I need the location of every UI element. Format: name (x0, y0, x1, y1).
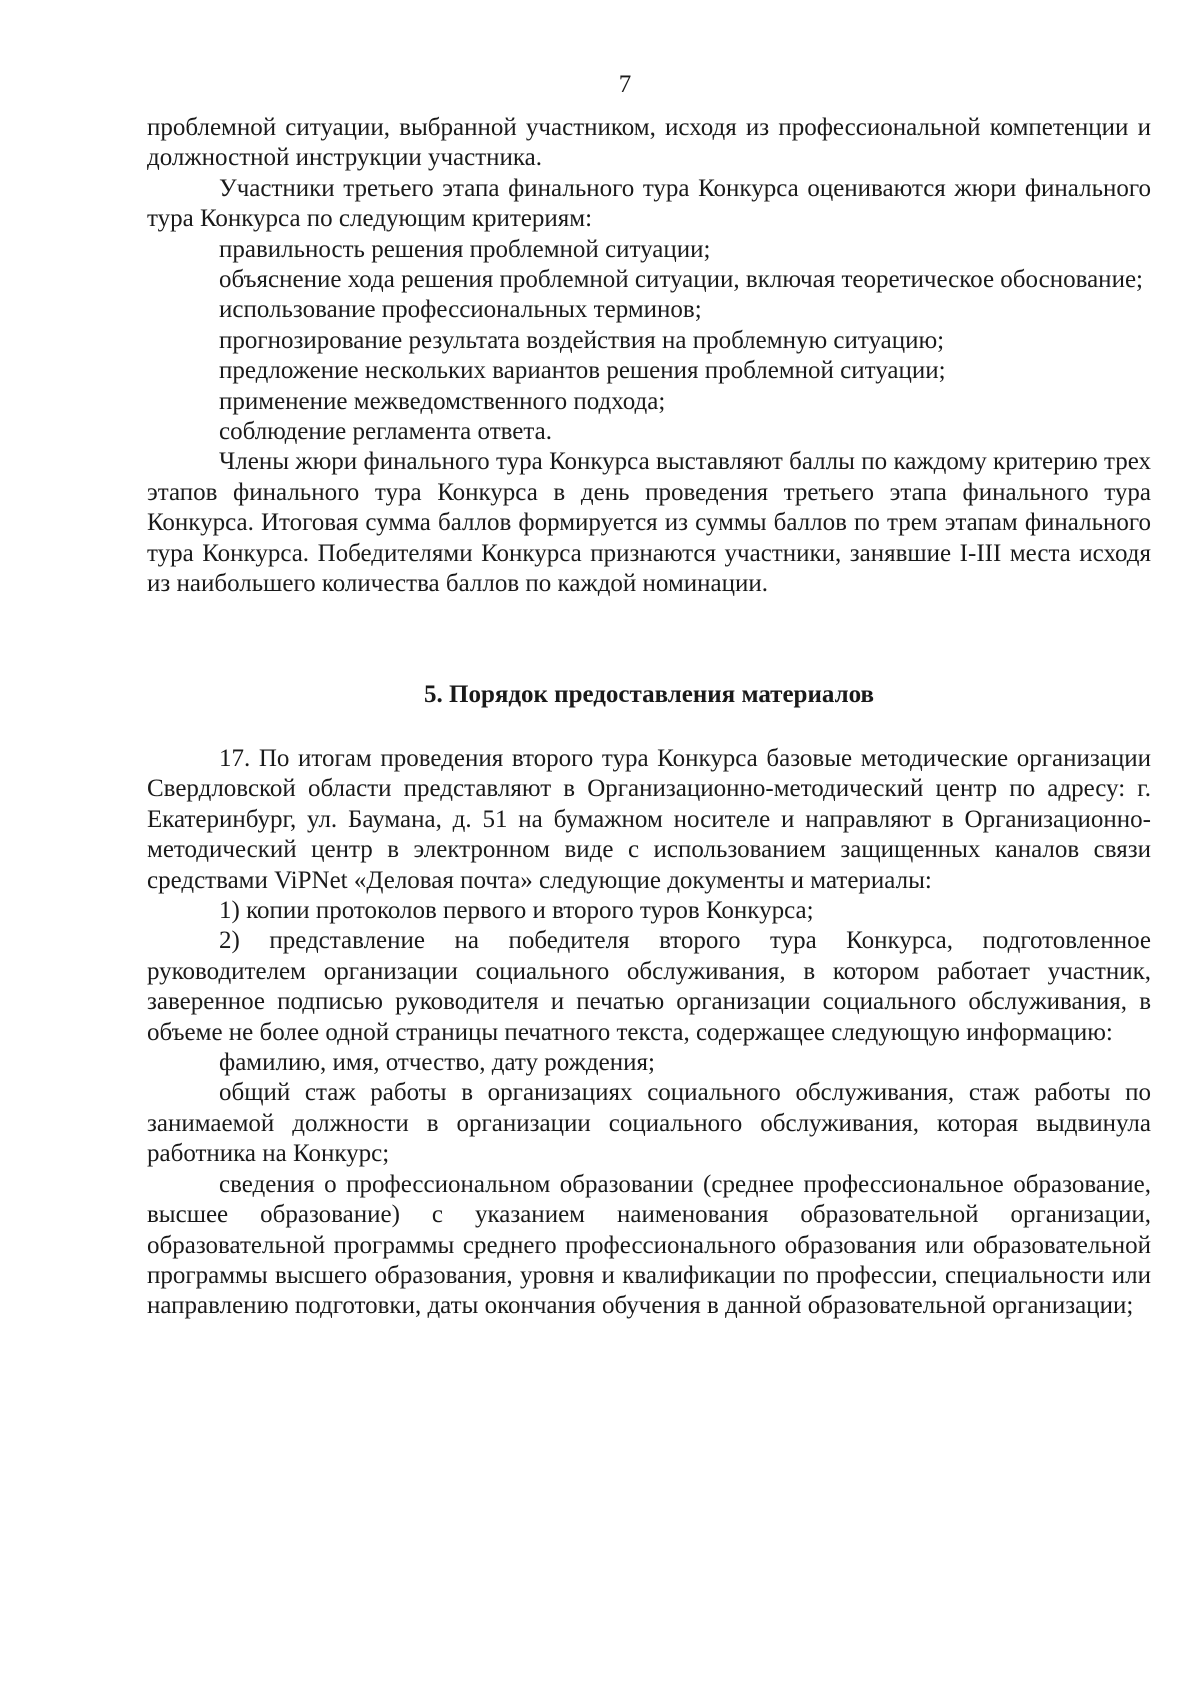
list-item: 1) копии протоколов первого и второго туров Конкурса; (219, 897, 814, 925)
info-item: общий стаж работы в организациях социального обслуживания, стаж работы по занимаемой должности в организации социального обслуживания, которая выдвинула работника на Конкурс; (147, 1079, 1151, 1168)
criteria-item: правильность решения проблемной ситуации; (219, 235, 711, 263)
paragraph: Участники третьего этапа финального тура Конкурса оцениваются жюри финального тура Конкурса по следующим критериям: (147, 174, 1151, 233)
criteria-item: соблюдение регламента ответа. (219, 418, 552, 446)
list-item: 2) представление на победителя второго тура Конкурса, подготовленное руководителем организации социального обслуживания, в котором работает участник, заверенное подписью руководителя и печатью организации социального обслуживания, в объеме не более одной страницы печатного текста, содержащее следующую информацию: (147, 927, 1151, 1046)
info-item: сведения о профессиональном образовании (среднее профессиональное образование, высшее образование) с указанием наименования образовательной организации, образовательной программы среднего профессионального образования или образовательной программы высшего образования, уровня и квалификации по профессии, специальности или направлению подготовки, даты окончания обучения в данной образовательной организации; (147, 1170, 1151, 1320)
criteria-item: объяснение хода решения проблемной ситуации, включая теоретическое обоснование; (219, 266, 1143, 294)
page-number: 7 (618, 71, 632, 98)
criteria-item: предложение нескольких вариантов решения проблемной ситуации; (219, 357, 946, 385)
bottom-text-block (147, 744, 1151, 1322)
criteria-item: использование профессиональных терминов; (219, 296, 702, 324)
info-item: фамилию, имя, отчество, дату рождения; (219, 1049, 655, 1077)
top-text-block (147, 113, 1151, 600)
paragraph: проблемной ситуации, выбранной участником, исходя из профессиональной компетенции и должностной инструкции участника. (147, 114, 1151, 172)
section-heading-block (147, 680, 1151, 710)
paragraph: 17. По итогам проведения второго тура Конкурса базовые методические организации Свердловской области представляют в Организационно-методический центр по адресу: г. Екатеринбург, ул. Баумана, д. 51 на бумажном носителе и направляют в Организационно-методический центр в электронном виде с использованием защищенных каналов связи средствами ViPNet «Деловая почта» следующие документы и материалы: (147, 745, 1151, 894)
criteria-item: прогнозирование результата воздействия на проблемную ситуацию; (219, 326, 945, 354)
paragraph: Члены жюри финального тура Конкурса выставляют баллы по каждому критерию трех этапов финального тура Конкурса в день проведения третьего этапа финального тура Конкурса. Итоговая сумма баллов формируется из суммы баллов по трем этапам финального тура Конкурса. Победителями Конкурса признаются участники, занявшие I-III места исходя из наибольшего количества баллов по каждой номинации. (147, 448, 1151, 598)
section-heading: 5. Порядок предоставления материалов (424, 681, 874, 708)
criteria-item: применение межведомственного подхода; (219, 387, 666, 415)
